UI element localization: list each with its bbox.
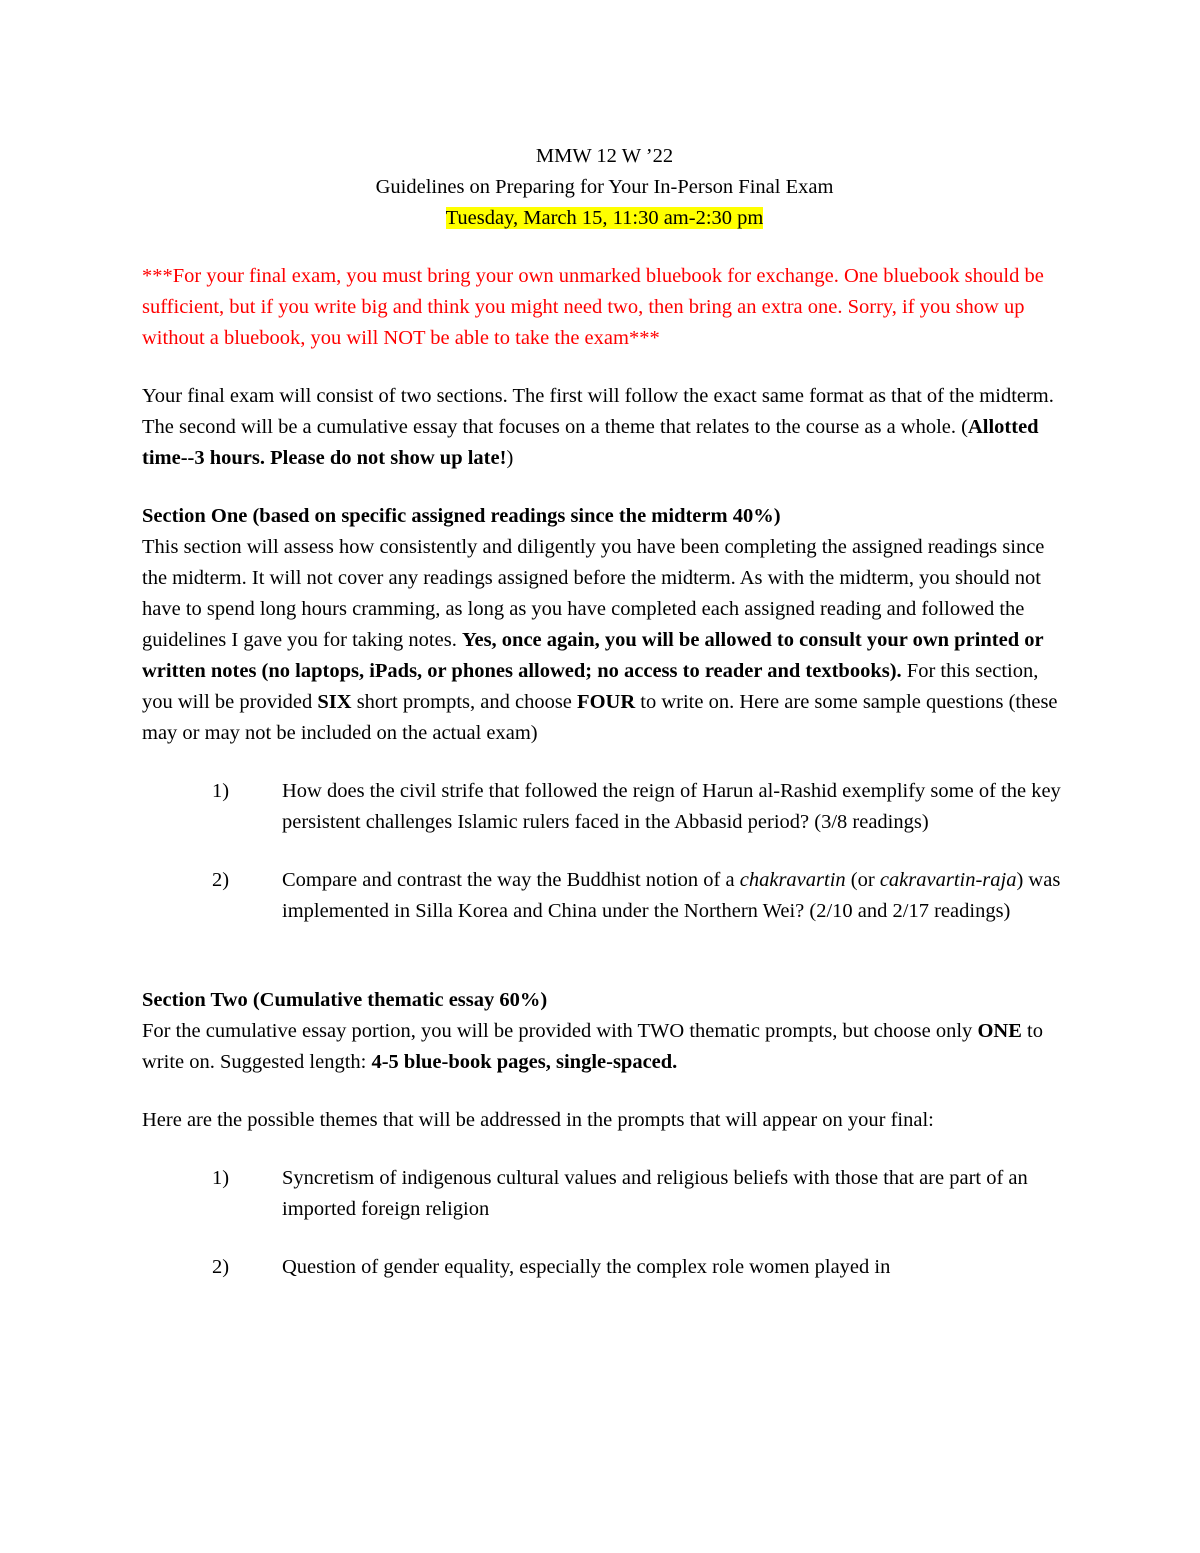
section-one-text-2: For this section, you will be provided <box>142 660 1039 713</box>
theme-item-1 <box>212 1163 1067 1225</box>
course-title: MMW 12 W ’22 <box>535 145 674 167</box>
theme-text: Syncretism of indigenous cultural values and religious beliefs with those that are part of an imported foreign religion <box>282 1167 1028 1220</box>
section-one-text-4: to write on. Here are some sample questions (these may or may not be included on the actual exam) <box>142 691 1058 744</box>
themes-intro: Here are the possible themes that will be addressed in the prompts that will appear on your final: <box>142 1109 934 1131</box>
question-text: How does the civil strife that followed the reign of Harun al-Rashid exemplify some of the key persistent challenges Islamic rulers faced in the Abbasid period? (3/8 readings) <box>282 780 1061 833</box>
question-number: 1) <box>212 780 230 802</box>
sample-question-2 <box>212 865 1067 927</box>
term-chakravartin: chakravartin <box>739 869 846 891</box>
exam-intro-paragraph <box>142 381 1067 474</box>
section-two-heading-text: Section Two (Cumulative thematic essay 60%) <box>142 989 548 1011</box>
section-one-notes-rule: Yes, once again, you will be allowed to consult your own printed or written notes (no laptops, iPads, or phones allowed; no access to reader and textbooks). <box>142 629 1044 682</box>
term-cakravartin-raja: cakravartin-raja <box>879 869 1017 891</box>
theme-item-2 <box>212 1252 1067 1283</box>
section-one-heading <box>142 501 1067 532</box>
suggested-length: 4-5 blue-book pages, single-spaced. <box>371 1051 678 1073</box>
document-body <box>142 141 1067 1283</box>
choose-one: ONE <box>977 1020 1022 1042</box>
exam-date-line <box>142 203 1067 234</box>
sample-question-1 <box>212 776 1067 838</box>
intro-text: Your final exam will consist of two sections. The first will follow the exact same format as that of the midterm. The second will be a cumulative essay that focuses on a theme that relates to the course as a whole. ( <box>142 385 1054 438</box>
bluebook-warning: ***For your final exam, you must bring your own unmarked bluebook for exchange. One bluebook should be sufficient, but if you write big and think you might need two, then bring an extra one. Sorry, if you show up without a bluebook, you will NOT be able to take the exam*** <box>142 265 1044 349</box>
exam-date-highlight: Tuesday, March 15, 11:30 am-2:30 pm <box>445 207 764 229</box>
section-two-heading <box>142 985 1067 1016</box>
section-one-heading-text: Section One (based on specific assigned readings since the midterm 40%) <box>142 505 781 527</box>
question-text-b: (or <box>845 869 880 891</box>
document-title: Guidelines on Preparing for Your In-Person Final Exam <box>375 176 834 198</box>
prompt-count: SIX <box>317 691 352 713</box>
section-two-text-2: to write on. Suggested length: <box>142 1020 1043 1073</box>
section-two-text-1: For the cumulative essay portion, you will be provided with TWO thematic prompts, but choose only <box>142 1020 978 1042</box>
section-one-text-1: This section will assess how consistently and diligently you have been completing the assigned readings since the midterm. It will not cover any readings assigned before the midterm. As with the midterm, you should not have to spend long hours cramming, as long as you have completed each assigned reading and followed the guidelines I gave you for taking notes. <box>142 536 1045 651</box>
theme-number: 2) <box>212 1256 230 1278</box>
choose-count: FOUR <box>577 691 636 713</box>
intro-bold-notice: Allotted time--3 hours. Please do not show up late! <box>142 416 1039 469</box>
section-one-text-3: short prompts, and choose <box>351 691 578 713</box>
question-text-c: ) was implemented in Silla Korea and China under the Northern Wei? (2/10 and 2/17 readings) <box>282 869 1061 922</box>
intro-end: ) <box>506 447 514 469</box>
question-text-a: Compare and contrast the way the Buddhist notion of a <box>282 869 740 891</box>
theme-text: Question of gender equality, especially the complex role women played in <box>282 1256 891 1278</box>
theme-number: 1) <box>212 1167 230 1189</box>
section-one-paragraph <box>142 532 1067 749</box>
section-two-paragraph <box>142 1016 1067 1078</box>
question-number: 2) <box>212 869 230 891</box>
